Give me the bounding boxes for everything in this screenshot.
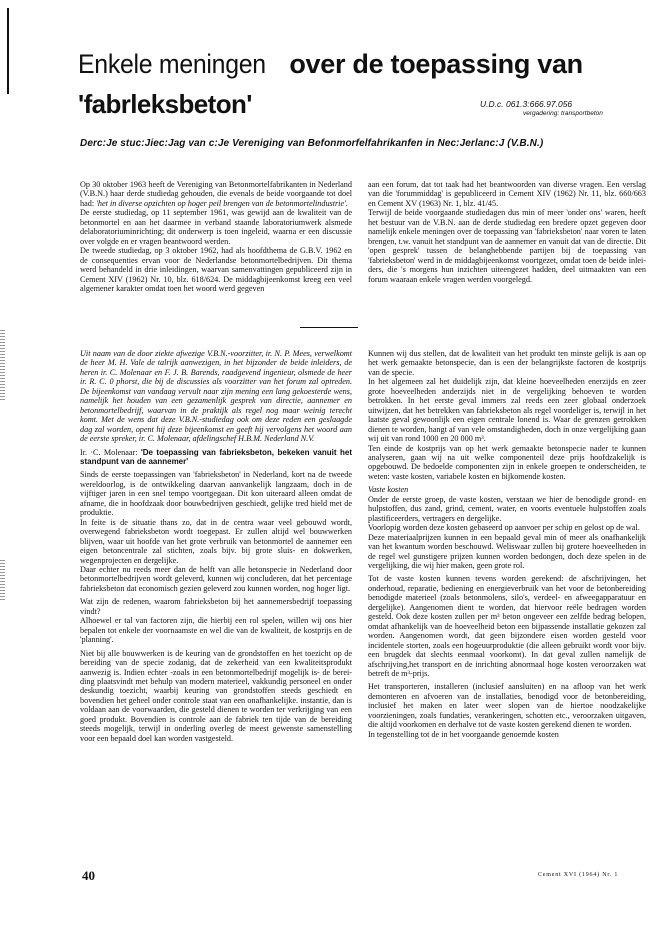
byline: Derc:Je stuc:Jiec:Jag van c:Je Vereniging van Befonmorfelfahrikanfen in Nec:Jerlanc:J (V.B.N.) [80, 138, 544, 149]
intro-paragraph: aan een forum, dat tot taak had het beantwoorden van diverse vragen. Een verslag van die 'forummiddag' is gepubliceerd in Cement XIV (1962) Nr. 11, blz. 660/663 en Cement XV (1963) Nr. 1, blz. 41/45. [368, 180, 646, 208]
intro-paragraph: Terwijl de beide voorgaande studiedagen dus min of meer 'onder ons' waren, heeft het bestuur van de V.B.N. aan de derde studiedag een bredere opzet gegeven door namelijk enkele meningen over de toepassing van 'fabrieksbeton' naar voren te laten brengen, t.w. vanuit het standpunt van de aannemer en vanuit dat van de directie. Dit 'open gesprek' tussen de belanghebbende partijen bij de toepassing van 'fabrieksbeton' werd in de middagbijeenkomst voortgezet, omdat toen de beide inleiders, die 's morgens hun inzichten uiteengezet hadden, deel uitmaakten van een forum waaraan enkele vragen werden voorgelegd. [368, 208, 646, 284]
body-paragraph: Voorlopig worden deze kosten gebaseerd op aanvoer per schip en gelost op de wal. [368, 523, 640, 533]
section-divider [300, 327, 358, 328]
body-right-column [368, 349, 646, 739]
article-title-line1: Enkele meningen over de toepassing van [78, 49, 583, 79]
margin-bar [7, 8, 9, 94]
subheading-vaste-kosten: Vaste kosten [368, 485, 409, 495]
intro-paragraph: De tweede studiedag, op 3 oktober 1962, had als hoofdthema de G.B.V. 1962 en de consequenties ervan voor de Nederlandse betonmortelbedrijven. Dit thema werd behandeld in drie inleidingen, waarvan samenvattingen gepubliceerd zijn in Cement XIV (1962) Nr. 10, blz. 618/624. De middagbijeenkomst kreeg een veel algemener karakter omdat toen het woord werd gegeven [80, 246, 352, 293]
intro-paragraph: De eerste studiedag, op 11 september 1961, was gewijd aan de kwaliteit van de betonmortel en aan het daarmee in verband staande laboratoriumwerk alsmede delaboratoriuminrichting; dit onderwerp is toen ingeleid, waarna er een discussie over volgde en er vragen beantwoord werden. [80, 208, 352, 246]
intro-left-column [80, 180, 352, 293]
talk-title: 'De toepassing van fabrieksbeton, bekeken vanuit het standpunt van de aannemer' [80, 447, 352, 466]
body-paragraph: Daar echter nu reeds meer dan de helft van alle betonspecie in Nederland door betonmortelbedrijven wordt geleverd, kunnen wij concluderen, dat het percentage fabrieksbeton dat economisch gezien geleverd zou kunnen worden, nog hoger ligt. [80, 564, 352, 593]
body-paragraph: Het transporteren, installeren (inclusief aansluiten) en na afloop van het werk demonteren en afvoeren van de installaties, benodigd voor de betonbereiding, inclusief het maken en later weer slopen van de hiertoe noodzakelijke voorzieningen, zoals fundaties, verankeringen, schotten etc., veroorzaken uitgaven, die altijd voorkomen en derhalve tot de vaste kosten gerekend dienen te worden. [368, 682, 646, 730]
speaker-heading [80, 448, 352, 467]
body-paragraph: Sinds de eerste toepassingen van 'fabrieksbeton' in Nederland, kort na de tweede wereldoorlog, is de ontwikkeling daarvan aanvankelijk langzaam, doch in de vijftiger jaren in een snel tempo voortgegaan. Dit kon uiteraard alleen omdat de afname, die in hoofdzaak door bouwbedrijven geschiedt, gelijke tred hield met de produktie. [80, 470, 352, 518]
intro-right-column [368, 180, 646, 284]
intro-quote: 'het in diverse opzichten op hoger peil brengen van de betonmortelindustrie'. [96, 198, 348, 208]
welcome-paragraph: Uit naam van de door ziekte afwezige V.B.N.-voorzitter, ir. N. P. Mees, verwelkomt de heer M. H. Vale de talrijk aanwezigen, in het bijzonder de beide inleiders, de heren ir. C. Molenaar en F. J. B. Barends, raadgevend ingenieur, olsmede de heer ir. R. C. 0 phorst, die bij de discussies als voorzitter van het forum zal optreden. De bijeenkomst van vandaag vervult naar zijn mening een lang gekoesterde wens, namelijk het houden van een gezamenlijk gesprek van directie, aannemer en betonmortelbedrijf, waarvan in de praktijk als regel nog maar weinig terecht komt. Met de wens dat deze V.B.N.-studiedag ook om deze reden een geslaagde dag zal worden, opent hij deze bijeenkomst en geeft hij vervolgens het woord aan de eerste spreker, ir. C. Molenaar, afdelingschef H.B.M. Nederland N.V. [80, 349, 352, 444]
body-paragraph: Onder de eerste groep, de vaste kosten, verstaan we hier de benodigde grond- en hulpstoffen, dus zand, grind, cement, water, en voorts eventuele hulpstoffen zoals plastificeerders, vertragers en dergelijke. [368, 494, 646, 523]
scan-edge-mark [0, 560, 5, 600]
article-title-line2: 'fabrleksbeton' [78, 89, 252, 119]
meeting-tag: vergadering: transportbeton [523, 110, 603, 117]
body-paragraph: Niet bij alle bouwwerken is de keuring van de grondstoffen en het toezicht op de bereiding van de specie zodanig, dat de zekerheid van een kwaliteitsprodukt aanwezig is. Indien echter -zoals in een betonmortelbedrijf mogelijk is- de bereiding plaatsvindt met behulp van modern materieel, vakkundig personeel en onder deskundig toezicht, waarbij keuring van grondstoffen steeds geschiedt en bovendien het geheel onder controle staat van een onafhankelijke. instantie, dan is voldaan aan de voorwaarden, die gesteld dienen te worden ter verkrijging van een goed produkt. Bovendien is controle aan de fabriek ten tijde van de bereiding steeds mogelijk, terwijl in onderling overleg de meest gewenste samenstelling voor een bepaald doel kan worden vastgesteld. [80, 648, 352, 743]
page-number: 40 [82, 868, 95, 883]
body-left-column [80, 349, 352, 743]
speaker-name: Ir. ·C. Molenaar: [80, 447, 138, 457]
body-paragraph: Deze materiaalprijzen kunnen in een bepaald geval min of meer als onafhankelijk van het kwantum worden beschouwd. Weliswaar zullen bij grotere hoeveelheden in de regel wel gunstigere prijzen kunnen worden bedongen, doch deze spelen in de vergelijking, die wij hier maken, geen grote rol. [368, 532, 646, 570]
journal-reference: Cement XVI (1964) Nr. 1 [538, 872, 619, 878]
body-paragraph: In het algemeen zal het duidelijk zijn, dat kleine hoeveelheden enerzijds en zeer grote hoeveelheden anderzijds niet in de vergelijking behoeven te worden betrokken. In het eerste geval immers zal reeds een zeer globaal onderzoek uitwijzen, dat het betrekken van fabrieksbeton als regel voordeliger is, terwijl in het laatste geval gewoonlijk een eigen centrale lonend is. Waar de grenzen getrokken dienen te worden, hangt af van vele omstandigheden, doch in onze vergelijking gaan wij uit van rond 1000 en 20 000 m³. [368, 377, 646, 444]
body-paragraph: Alhoewel er tal van factoren zijn, die hierbij een rol spelen, willen wij ons hier bepalen tot enkele der voornaamste en wel die van de kwaliteit, de kostprijs en de 'planning'. [80, 616, 352, 645]
body-paragraph: In tegenstelling tot de in het voorgaande genoemde kosten [368, 729, 559, 739]
intro-paragraph: Op 30 oktober 1963 heeft de Vereniging van Betonmortelfabrikanten in Nederland (V.B.N.) haar derde studiedag gehouden, die evenals de beide voorgaande tot doel had: [80, 180, 352, 208]
body-paragraph: In feite is de situatie thans zo, dat in de centra waar veel gebouwd wordt, overwegend fabrieksbeton wordt toegepast. Er zullen altijd wel bouwwerken blijven, waar uit hoofde van het grote verbruik van betonmortel de aannemer een eigen betoncentrale zal stichten, zoals bijv. bij grote sluis- en dokwerken, wegenprojecten en dergelijke. [80, 517, 352, 565]
body-paragraph: Tot de vaste kosten kunnen tevens worden gerekend: de afschrijvingen, het onderhoud, reparatie, bediening en energieverbruik van het voor de betonbereiding benodigde materieel (zoals betonmolens, silo's, verdeel- en afweegapparatuur en dergelijke). Aangenomen dient te worden, dat hiervoor reële bedragen worden gesteld. Ook deze kosten zullen per m³ beton ongeveer een zelfde bedrag belopen, omdat afhankelijk van de hoeveelheid beton een bijpassende installatie gekozen zal worden. Aangenomen wordt, dat geen bijzondere eisen worden gesteld voor incidentele storten, zoals een hogeuurproduktie (die alleen gebruikt wordt voor bijv. een brugdek dat slechts eenmaal voorkomt). In dat geval zullen namelijk de afschrijving,het transport en de inrichting abnormaal hoge kosten veroorzaken wat betreft de m³-prijs. [368, 574, 646, 678]
udc-code: U.D.c. 061.3:666.97.056 [480, 99, 573, 109]
body-paragraph: Wat zijn de redenen, waarom fabrieksbeton bij het aannemersbedrijf toepassing vindt? [80, 597, 352, 616]
body-paragraph: Ten einde de kostprijs van op het werk gemaakte betonspecie nader te kunnen analyseren, gaan wij na uit welke componenteil deze prijs hoofdzakelijk is opgebouwd. De bedoelde componenten zijn in enkele groepen te onderscheiden, te weten: vaste kosten, variabele kosten en bijkomende kosten. [368, 443, 646, 481]
scan-edge-mark [0, 330, 5, 400]
body-paragraph: Kunnen wij dus stellen, dat de kwaliteit van het produkt ten minste gelijk is aan op het werk gemaakte betonspecie, dan is een der belangrijkste factoren de kostprijs van de specie. [368, 349, 646, 377]
